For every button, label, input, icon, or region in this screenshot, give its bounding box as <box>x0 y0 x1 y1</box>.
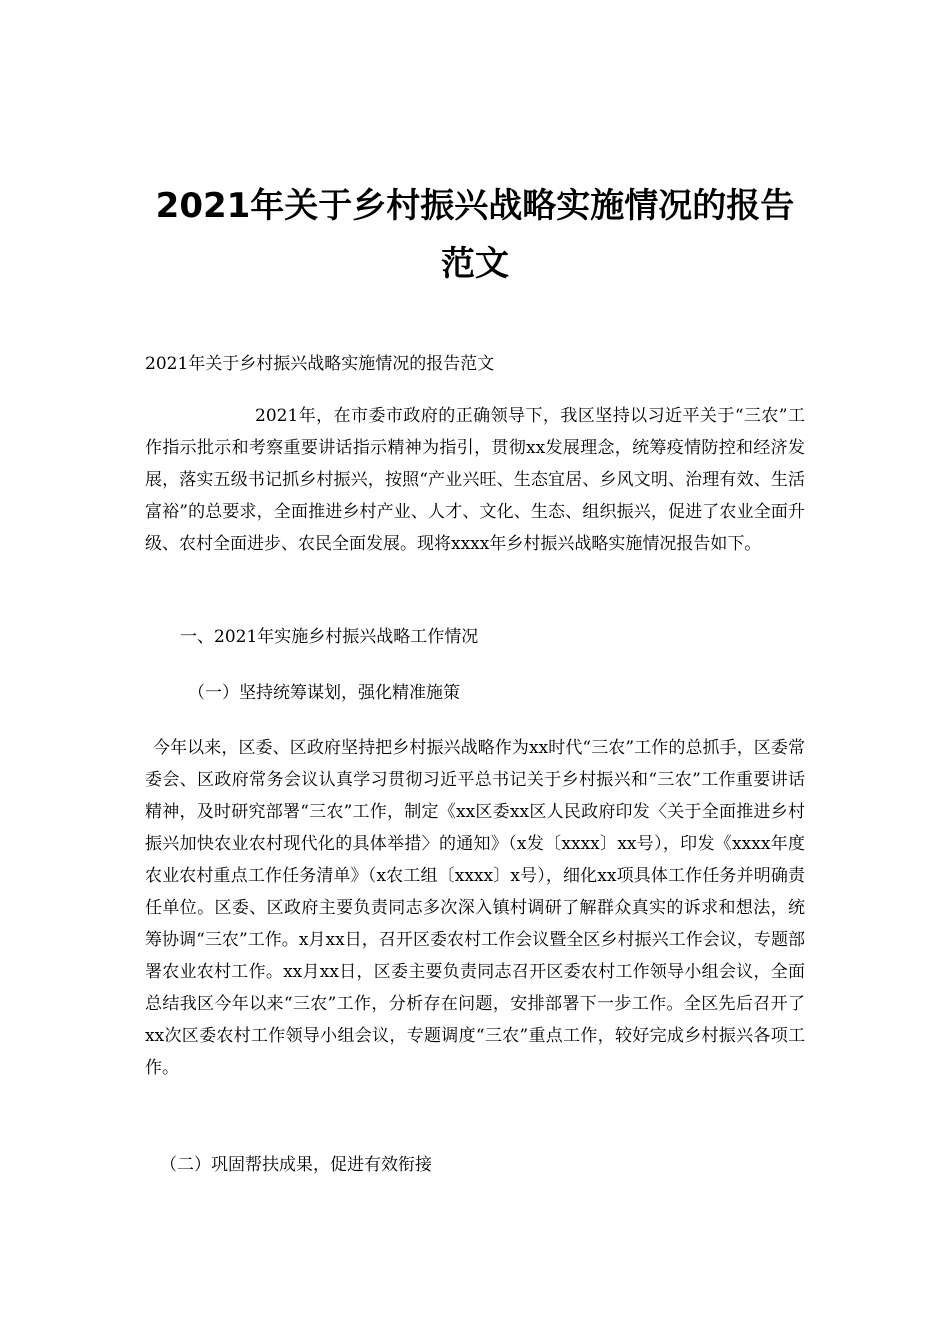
subsection-1-paragraph: 今年以来，区委、区政府坚持把乡村振兴战略作为xx时代“三农”工作的总抓手，区委常委会、区政府常务会议认真学习贯彻习近平总书记关于乡村振兴和“三农”工作重要讲话精神，及时研究部署“三农”工作，制定《xx区委xx区人民政府印发〈关于全面推进乡村振兴加快农业农村现代化的具体举措〉的通知》（x发〔xxxx〕xx号），印发《xxxx年度农业农村重点工作任务清单》（x农工组〔xxxx〕x号），细化xx项具体工作任务并明确责任单位。区委、区政府主要负责同志多次深入镇村调研了解群众真实的诉求和想法，统筹协调“三农”工作。x月xx日，召开区委农村工作会议暨全区乡村振兴工作会议，专题部署农业农村工作。xx月xx日，区委主要负责同志召开区委农村工作领导小组会议，全面总结我区今年以来“三农”工作，分析存在问题，安排部署下一步工作。全区先后召开了xx次区委农村工作领导小组会议，专题调度“三农”重点工作，较好完成乡村振兴各项工作。 <box>145 738 805 1078</box>
document-title-line-2: 范文 <box>441 244 509 284</box>
intro-paragraph: 2021年，在市委市政府的正确领导下，我区坚持以习近平关于“三农”工作指示批示和考察重要讲话指示精神为指引，贯彻xx发展理念，统筹疫情防控和经济发展，落实五级书记抓乡村振兴，按照“产业兴旺、生态宜居、乡风文明、治理有效、生活富裕”的总要求，全面推进乡村产业、人才、文化、生态、组织振兴，促进了农业全面升级、农村全面进步、农民全面发展。现将xxxx年乡村振兴战略实施情况报告如下。 <box>145 406 805 554</box>
document-subtitle: 2021年关于乡村振兴战略实施情况的报告范文 <box>145 354 495 374</box>
document-title-line-1: 2021年关于乡村振兴战略实施情况的报告 <box>155 186 795 226</box>
section-1-heading: 一、2021年实施乡村振兴战略工作情况 <box>180 627 479 647</box>
subsection-1-heading: （一）坚持统筹谋划，强化精准施策 <box>188 683 460 703</box>
subsection-2-heading: （二）巩固帮扶成果，促进有效衔接 <box>160 1155 432 1175</box>
